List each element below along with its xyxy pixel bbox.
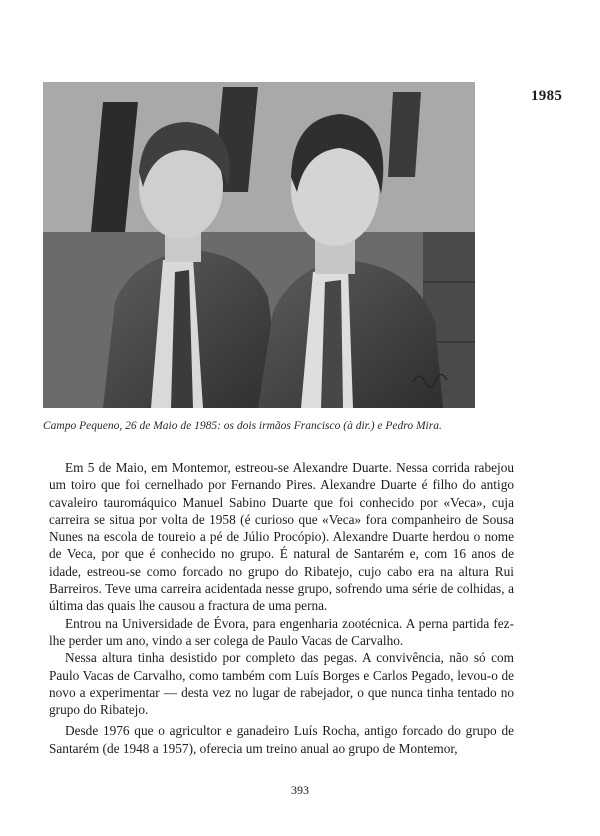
paragraph: Entrou na Universidade de Évora, para engenharia zootécnica. A perna partida fez-lhe perder um ano, vindo a ser colega de Paulo Vacas de Carvalho. bbox=[49, 615, 514, 648]
photo-illustration bbox=[43, 82, 475, 408]
paragraph: Desde 1976 que o agricultor e ganadeiro Luís Rocha, antigo forcado do grupo de Santarém (de 1948 a 1957), oferecia um treino anual ao grupo de Montemor, bbox=[49, 723, 514, 756]
page-number: 393 bbox=[291, 783, 309, 797]
page-year-label: 1985 bbox=[531, 88, 563, 104]
photograph bbox=[43, 82, 475, 408]
paragraph: Em 5 de Maio, em Montemor, estreou-se Alexandre Duarte. Nessa corrida rabejou um toiro que foi cernelhado por Fernando Pires. Alexandre Duarte é filho do antigo cavaleiro tauromáquico Manuel Sabino Duarte que foi conhecido por «Veca», cuja carreira se situa por volta de 1958 (é curioso que «Veca» fora companheiro de Sousa Nunes na escola de toureio a pé de Júlio Procópio). Alexandre Duarte herdou o nome de Veca, por que é conhecido no grupo. É natural de Santarém e, com 16 anos de idade, estreou-se como forcado no grupo do Ribatejo, cujo cabo era na altura Rui Barreiros. Teve uma carreira acidentada nesse grupo, sofrendo uma série de colhidas, a última das quais lhe causou a fractura de uma perna. bbox=[49, 460, 514, 614]
article-body bbox=[49, 459, 514, 757]
photo-caption: Campo Pequeno, 26 de Maio de 1985: os dois irmãos Francisco (à dir.) e Pedro Mira. bbox=[43, 420, 442, 432]
paragraph: Nessa altura tinha desistido por completo das pegas. A convivência, não só com Paulo Vacas de Carvalho, como também com Luís Borges e Carlos Pegado, levou-o de novo a experimentar — desta vez no lugar de rabejador, o que nunca tinha tentado no grupo do Ribatejo. bbox=[49, 650, 514, 718]
